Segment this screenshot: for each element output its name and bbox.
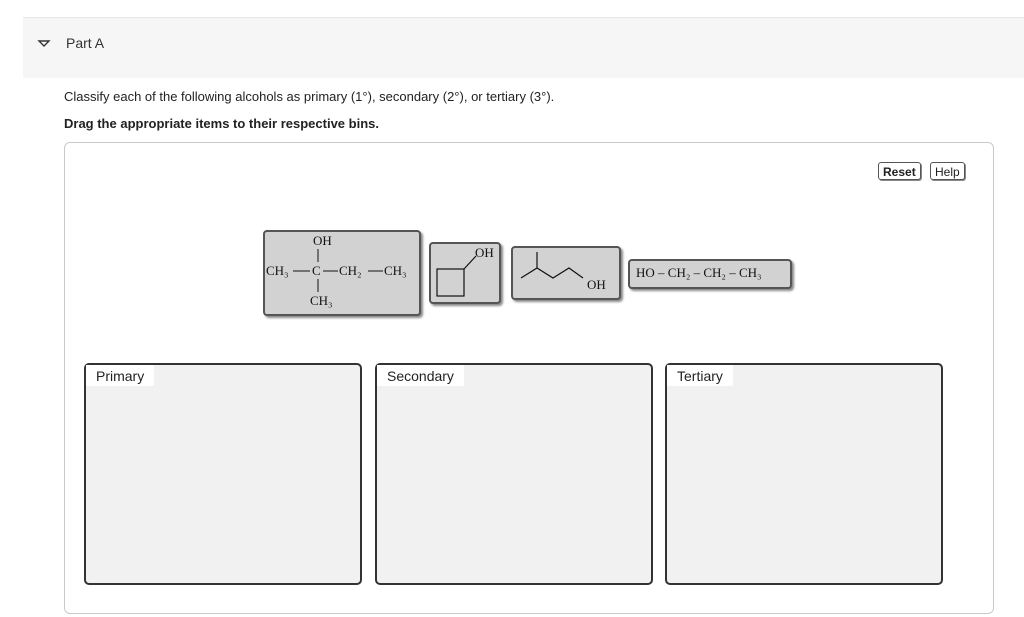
reset-button[interactable]: Reset bbox=[878, 162, 921, 180]
structure-drawing bbox=[265, 232, 419, 314]
bin-secondary[interactable] bbox=[375, 363, 653, 585]
draggable-item-propanol-formula[interactable] bbox=[628, 259, 792, 289]
structure-drawing bbox=[431, 244, 499, 302]
structure-label-oh: OH bbox=[313, 233, 332, 248]
collapse-triangle-icon[interactable] bbox=[37, 36, 51, 50]
part-title[interactable]: Part A bbox=[66, 35, 105, 51]
bin-label-tertiary: Tertiary bbox=[667, 365, 733, 386]
help-button[interactable]: Help bbox=[930, 162, 965, 180]
structure-label-ch2: CH₂ bbox=[339, 263, 362, 278]
bin-label-secondary: Secondary bbox=[377, 365, 464, 386]
question-instruction: Classify each of the following alcohols as primary (1°), secondary (2°), or tertiary (3°). bbox=[64, 89, 555, 104]
draggable-item-cyclobutanol-structure[interactable] bbox=[429, 242, 501, 304]
structure-drawing bbox=[513, 248, 619, 298]
structure-label-oh: OH bbox=[475, 245, 494, 260]
drag-instruction: Drag the appropriate items to their respective bins. bbox=[64, 116, 379, 131]
structure-label-ch3-bottom: CH₃ bbox=[310, 293, 333, 308]
formula-text: HO – CH₂ – CH₂ – CH₃ bbox=[636, 265, 762, 280]
bin-primary[interactable] bbox=[84, 363, 362, 585]
bin-tertiary[interactable] bbox=[665, 363, 943, 585]
structure-label-oh: OH bbox=[587, 277, 606, 292]
structure-label-ch3-right: CH₃ bbox=[384, 263, 407, 278]
structure-label-c: C bbox=[312, 263, 321, 278]
part-header bbox=[23, 17, 1024, 78]
draggable-item-isoamyl-alcohol-structure[interactable] bbox=[511, 246, 621, 300]
bin-label-primary: Primary bbox=[86, 365, 154, 386]
structure-label-ch3-left: CH₃ bbox=[266, 263, 289, 278]
draggable-item-tertiary-alcohol-structure[interactable] bbox=[263, 230, 421, 316]
drag-drop-workspace bbox=[64, 142, 994, 614]
